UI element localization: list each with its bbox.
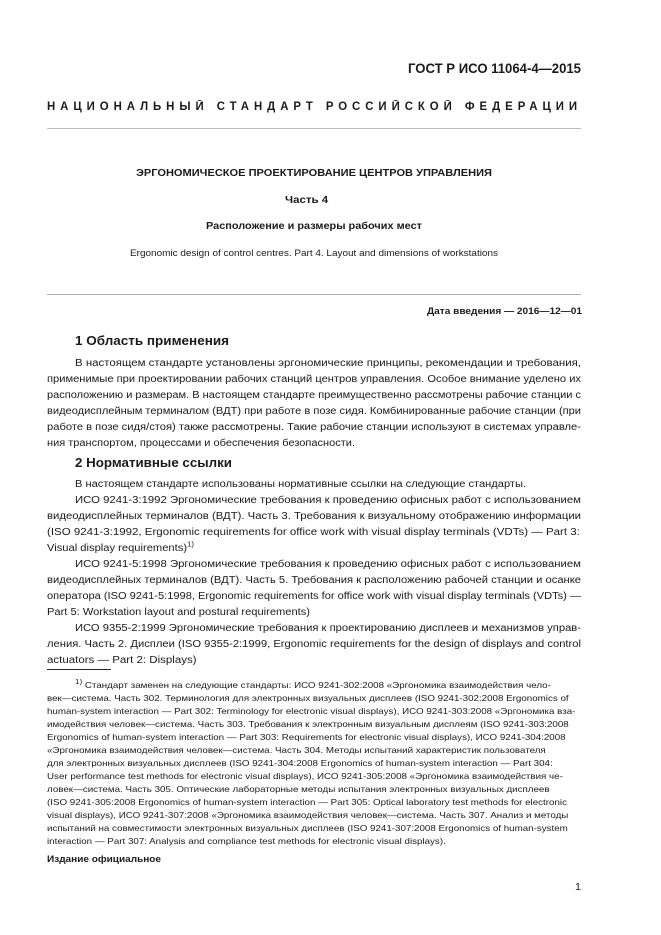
reference-line: ИСО 9241-3:1992 Эргономические требования к проведению офисных работ с использованием <box>75 495 581 506</box>
footnote-line: (ISO 9241-305:2008 Ergonomics of human-system interaction — Part 305: Optical laboratory test methods for electronic <box>47 797 567 807</box>
title-main: ЭРГОНОМИЧЕСКОЕ ПРОЕКТИРОВАНИЕ ЦЕНТРОВ УПРАВЛЕНИЯ <box>136 168 492 179</box>
title-part: Часть 4 <box>285 195 329 206</box>
footnote-line: visual displays), ИСО 9241-307:2008 «Эргономика взаимодействия человек—система. Часть 307. Анализ и методы <box>47 810 569 820</box>
footnote-line: interaction — Part 307: Analysis and compliance test methods for electronic visual displays). <box>47 836 446 846</box>
official-edition-label: Издание официальное <box>47 854 161 865</box>
footnote-line: ловек—система. Часть 305. Оптические лабораторные методы испытания электронных визуальных дисплеев <box>47 784 550 794</box>
reference-line: Part 5: Workstation layout and postural requirements) <box>47 607 310 618</box>
reference-line: actuators — Part 2: Displays) <box>47 655 197 666</box>
reference-line: оператора (ISO 9241-5:1998, Ergonomic requirements for office work with visual display terminals (VDTs) — <box>47 591 581 602</box>
footnote-line: имодействия человек—система. Часть 303. Требования к электронным визуальным дисплеям (ISO 9241-303:2008 <box>47 719 569 729</box>
introduction-date: Дата введения — 2016—12—01 <box>427 306 582 317</box>
paragraph-line: ния транспортом, процессами и обеспечения безопасности. <box>47 438 355 449</box>
paragraph-line: применимые при проектировании рабочих станций центров управления. Особое внимание уделено их <box>47 374 581 385</box>
header-rule <box>47 128 581 129</box>
footnote-line: Ergonomics of human-system interaction — Part 303: Requirements for electronic visual displays), ИСО 9241-304:2008 <box>47 732 566 742</box>
reference-line: видеодисплейных терминалов (ВДТ). Часть 5. Требования к расположению рабочей станции и осанке <box>47 575 581 586</box>
paragraph-line: В настоящем стандарте использованы нормативные ссылки на следующие стандарты. <box>75 479 526 490</box>
reference-line: ИСО 9355-2:1999 Эргономические требования к проектированию дисплеев и механизмов управ- <box>75 623 581 634</box>
page-number: 1 <box>575 882 581 893</box>
section-2-heading: 2 Нормативные ссылки <box>75 455 232 470</box>
paragraph-line: работе в позе сидя/стоя) также рассмотрены. Такие рабочие станции используют в системах управле- <box>47 422 581 433</box>
footnote-line: $^{1)}$ Стандарт заменен на следующие стандарты: ИСО 9241-302:2008 «Эргономика взаимодействия чело- <box>75 679 551 690</box>
footnote-line: «Эргономика взаимодействия человек—система. Часть 304. Методы испытаний характеристик пользователя <box>47 745 546 755</box>
footnote-line: human-system interaction — Part 302: Terminology for electronic visual displays), ИСО 9241-303:2008 «Эргономика вза- <box>47 706 576 716</box>
standard-banner: НАЦИОНАЛЬНЫЙ СТАНДАРТ РОССИЙСКОЙ ФЕДЕРАЦИИ <box>47 101 582 113</box>
reference-line: видеодисплейных терминалов (ВДТ). Часть 3. Требования к визуальному отображению информации <box>47 511 581 522</box>
footnote-marker: 1) <box>75 679 83 687</box>
reference-line: (ISO 9241-3:1992, Ergonomic requirements for office work with visual display terminals (VDTs) — Part 3: <box>47 527 580 538</box>
reference-line-with-footnote: Visual display requirements)$^{1)}$ <box>47 541 194 554</box>
paragraph-line: В настоящем стандарте установлены эргономические принципы, рекомендации и требования, <box>75 358 581 369</box>
footnote-ref: 1) <box>187 541 194 549</box>
title-rule <box>47 294 581 295</box>
footnote-separator <box>47 669 111 670</box>
footnote-line: испытаний на совместимости электронных визуальных дисплеев (ISO 9241-307:2008 Ergonomics of human-system <box>47 823 568 833</box>
paragraph-line: видеодисплейным терминалом (ВДТ) при работе в позе сидя. Комбинированные рабочие станции (при <box>47 406 581 417</box>
footnote-line: User performance test methods for electronic visual displays), ИСО 9241-305:2008 «Эргономика взаимодействия че- <box>47 771 563 781</box>
footnote-line: для электронных визуальных дисплеев (ISO 9241-304:2008 Ergonomics of human-system interaction — Part 304: <box>47 758 553 768</box>
document-code: ГОСТ Р ИСО 11064-4—2015 <box>408 60 581 76</box>
section-1-heading: 1 Область применения <box>75 333 229 348</box>
reference-line: ления. Часть 2. Дисплеи (ISO 9355-2:1999, Ergonomic requirements for the design of displays and control <box>47 639 581 650</box>
reference-line: ИСО 9241-5:1998 Эргономические требования к проведению офисных работ с использованием <box>75 559 581 570</box>
title-subtitle: Расположение и размеры рабочих мест <box>206 221 422 232</box>
paragraph-line: расположению и размерам. В настоящем стандарте преимущественно рассмотрены рабочие станции с <box>47 390 581 401</box>
title-english: Ergonomic design of control centres. Part 4. Layout and dimensions of workstations <box>130 248 498 258</box>
footnote-line: век—система. Часть 302. Терминология для электронных визуальных дисплеев (ISO 9241-302:2008 Ergonomics of <box>47 693 569 703</box>
